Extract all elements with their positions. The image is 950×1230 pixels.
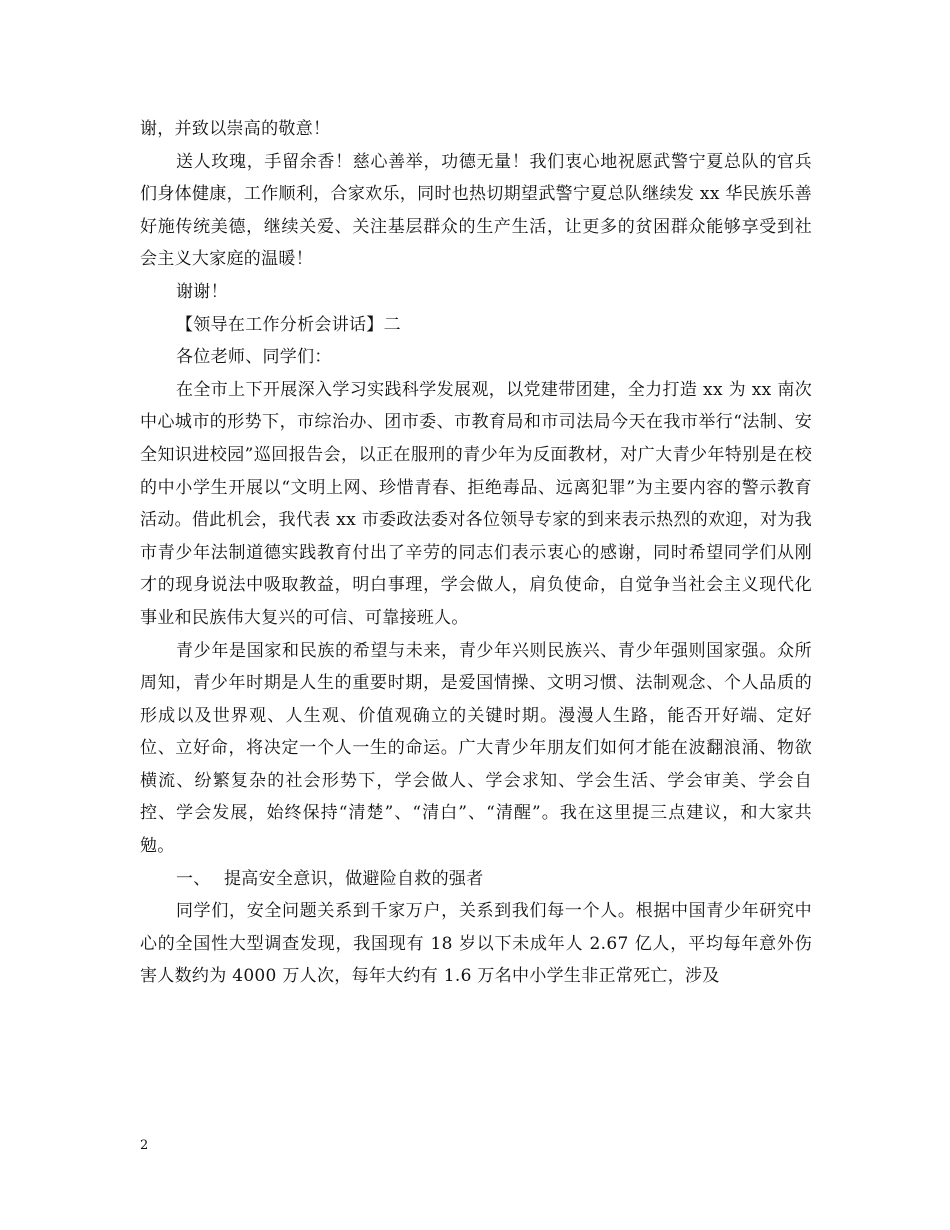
section-number: 一、 <box>176 868 211 889</box>
section-heading-one <box>140 863 812 896</box>
paragraph-safety: 同学们，安全问题关系到千家万户，关系到我们每一个人。根据中国青少年研究中心的全国性大型调查发现，我国现有 18 岁以下未成年人 2.67 亿人，平均每年意外伤害人数约为 4000 万人次，每年大约有 1.6 万名中小学生非正常死亡，涉及 <box>140 901 812 987</box>
page-number: 2 <box>140 1138 149 1153</box>
paragraph-introduction: 在全市上下开展深入学习实践科学发展观，以党建带团建，全力打造 xx 为 xx 南次中心城市的形势下，市综治办、团市委、市教育局和市司法局今天在我市举行“法制、安全知识进校园”巡回报告会，以正在服刑的青少年为反面教材，对广大青少年特别是在校的中小学生开展以“文明上网、珍惜青春、拒绝毒品、远离犯罪”为主要内容的警示教育活动。借此机会，我代表 xx 市委政法委对各位领导专家的到来表示热烈的欢迎，对为我市青少年法制道德实践教育付出了辛劳的同志们表示衷心的感谢，同时希望同学们从刚才的现身说法中吸取教益，明白事理，学会做人，肩负使命，自觉争当社会主义现代化事业和民族伟大复兴的可信、可靠接班人。 <box>140 379 812 628</box>
document-body <box>140 113 812 993</box>
speech-title: 【领导在工作分析会讲话】二 <box>176 314 401 335</box>
paragraph-blessing: 送人玫瑰，手留余香！慈心善举，功德无量！我们衷心地祝愿武警宁夏总队的官兵们身体健康，工作顺利，合家欢乐，同时也热切期望武警宁夏总队继续发 xx 华民族乐善好施传统美德，继续关爱、关注基层群众的生产生活，让更多的贫困群众能够享受到社会主义大家庭的温暖！ <box>140 151 812 270</box>
paragraph-youth-importance: 青少年是国家和民族的希望与未来，青少年兴则民族兴、青少年强则国家强。众所周知，青少年时期是人生的重要时期，是爱国情操、文明习惯、法制观念、个人品质的形成以及世界观、人生观、价值观确立的关键时期。漫漫人生路，能否开好端、定好位、立好命，将决定一个人一生的命运。广大青少年朋友们如何才能在波翻浪涌、物欲横流、纷繁复杂的社会形势下，学会做人、学会求知、学会生活、学会审美、学会自控、学会发展，始终保持“清楚”、“清白”、“清醒”。我在这里提三点建议，和大家共勉。 <box>140 640 812 857</box>
paragraph-thank-you: 谢谢！ <box>176 281 228 302</box>
speech-salutation: 各位老师、同学们： <box>176 347 332 368</box>
paragraph-closing-thanks: 谢，并致以崇高的敬意！ <box>140 119 331 139</box>
section-title: 提高安全意识，做避险自救的强者 <box>224 868 484 889</box>
